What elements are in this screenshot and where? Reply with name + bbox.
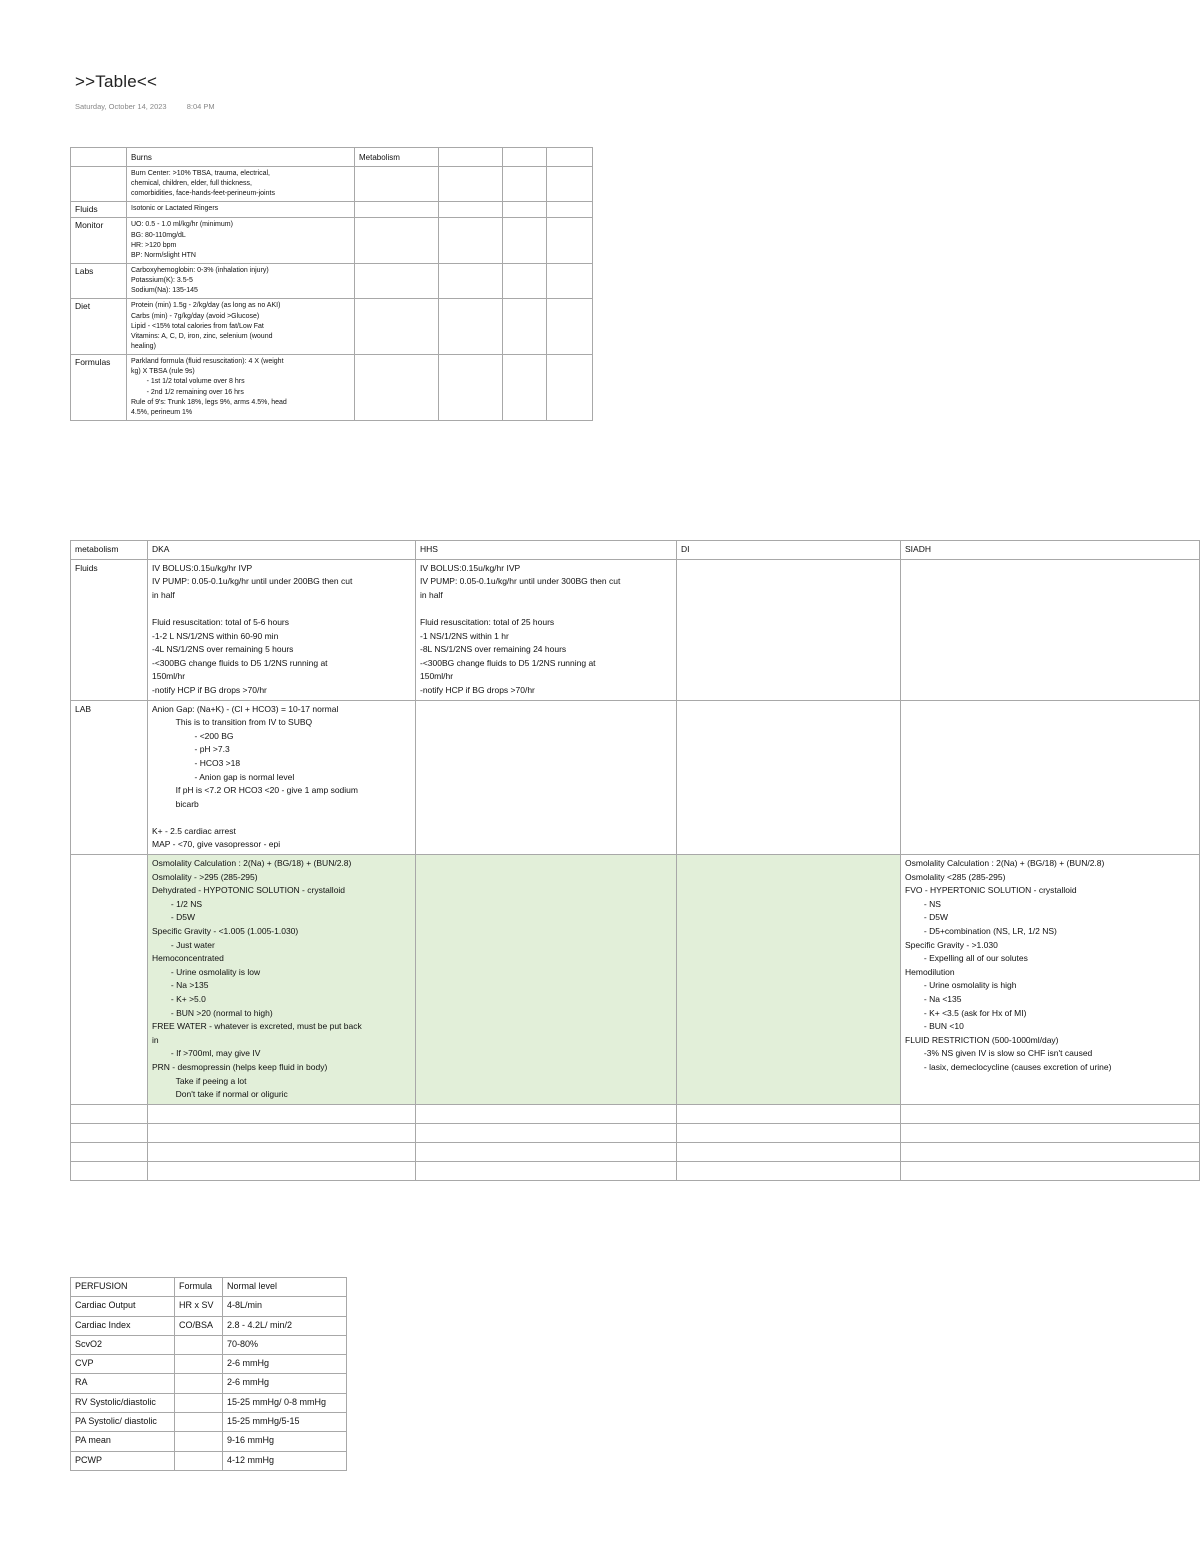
page-timestamp (75, 102, 215, 111)
di-cell (677, 559, 901, 700)
header-cell-perfusion: PERFUSION (71, 1278, 175, 1297)
burns-table (70, 147, 593, 421)
dka-cell: Osmolality Calculation : 2(Na) + (BG/18) + (BUN/2.8) Osmolality - >295 (285-295) Dehydrated - HYPOTONIC SOLUTION - crystalloid - 1/2 NS - D5W Specific Gravity - <1.005 (1.005-1.030) - Just water Hemoconcentrated - Urine osmolality is low - Na >135 - K+ >5.0 - BUN >20 (normal to high) FREE WATER - whatever is excreted, must be put back in - If >700ml, may give IV PRN - desmopressin (helps keep fluid in body) Take if peeing a lot Don't take if normal or oliguric (148, 855, 416, 1105)
table-row: ScvO2 70-80% (71, 1335, 347, 1354)
table-row (71, 202, 593, 218)
row-content: Burn Center: >10% TBSA, trauma, electrical, chemical, children, elder, full thickness, comorbidities, face-hands-feet-perineum-joints (127, 167, 355, 202)
siadh-cell: Osmolality Calculation : 2(Na) + (BG/18) + (BUN/2.8) Osmolality <285 (285-295) FVO - HYPERTONIC SOLUTION - crystalloid - NS - D5W - D5+combination (NS, LR, 1/2 NS) Specific Gravity - >1.030 - Expelling all of our solutes Hemodilution - Urine osmolality is high - Na <135 - K+ <3.5 (ask for Hx of MI) - BUN <10 FLUID RESTRICTION (500-1000ml/day) -3% NS given IV is slow so CHF isn't caused - lasix, demeclocycline (causes excretion of urine) (901, 855, 1200, 1105)
row-label (71, 167, 127, 202)
row-label-formulas: Formulas (71, 355, 127, 421)
header-cell-dka: DKA (148, 541, 416, 560)
row-label-monitor: Monitor (71, 218, 127, 264)
header-cell-hhs: HHS (416, 541, 677, 560)
row-label-lab: LAB (71, 700, 148, 855)
header-cell (439, 148, 503, 167)
table-row-osmolality (71, 855, 1200, 1105)
hhs-cell: IV BOLUS:0.15u/kg/hr IVP IV PUMP: 0.05-0.1u/kg/hr until under 300BG then cut in half Fluid resuscitation: total of 25 hours -1 NS/1/2NS within 1 hr -8L NS/1/2NS over remaining 24 hours -<300BG change fluids to D5 1/2NS running at 150ml/hr -notify HCP if BG drops >70/hr (416, 559, 677, 700)
row-content: UO: 0.5 - 1.0 ml/kg/hr (minimum) BG: 80-110mg/dL HR: >120 bpm BP: Norm/slight HTN (127, 218, 355, 264)
row-content: Protein (min) 1.5g - 2/kg/day (as long as no AKI) Carbs (min) - 7g/kg/day (avoid >Glucose) Lipid - <15% total calories from fat/Low Fat Vitamins: A, C, D, iron, zinc, selenium (wound healing) (127, 299, 355, 355)
dka-cell: IV BOLUS:0.15u/kg/hr IVP IV PUMP: 0.05-0.1u/kg/hr until under 200BG then cut in half Fluid resuscitation: total of 5-6 hours -1-2 L NS/1/2NS within 60-90 min -4L NS/1/2NS over remaining 5 hours -<300BG change fluids to D5 1/2NS running at 150ml/hr -notify HCP if BG drops >70/hr (148, 559, 416, 700)
row-label-fluids: Fluids (71, 559, 148, 700)
empty-row (71, 1104, 1200, 1123)
hhs-cell (416, 700, 677, 855)
dka-cell: Anion Gap: (Na+K) - (Cl + HCO3) = 10-17 normal This is to transition from IV to SUBQ - <200 BG - pH >7.3 - HCO3 >18 - Anion gap is normal level If pH is <7.2 OR HCO3 <20 - give 1 amp sodium bicarb K+ - 2.5 cardiac arrest MAP - <70, give vasopressor - epi (148, 700, 416, 855)
hhs-cell (416, 855, 677, 1105)
table-row (71, 167, 593, 202)
table-row: PA Systolic/ diastolic 15-25 mmHg/5-15 (71, 1413, 347, 1432)
table-row (71, 299, 593, 355)
row-label-fluids: Fluids (71, 202, 127, 218)
table-row-fluids (71, 559, 1200, 700)
di-cell (677, 700, 901, 855)
siadh-cell (901, 700, 1200, 855)
table-row: PA mean 9-16 mmHg (71, 1432, 347, 1451)
table-row-lab (71, 700, 1200, 855)
header-cell-di: DI (677, 541, 901, 560)
table-row: CVP 2-6 mmHg (71, 1355, 347, 1374)
header-cell-siadh: SIADH (901, 541, 1200, 560)
header-cell-burns: Burns (127, 148, 355, 167)
header-cell (71, 148, 127, 167)
header-cell-metabolism: metabolism (71, 541, 148, 560)
metabolism-table (70, 540, 1200, 1181)
table-row (71, 264, 593, 299)
row-content: Parkland formula (fluid resuscitation): 4 X (weight kg) X TBSA (rule 9s) - 1st 1/2 total volume over 8 hrs - 2nd 1/2 remaining over 16 hrs Rule of 9's: Trunk 18%, legs 9%, arms 4.5%, head 4.5%, perineum 1% (127, 355, 355, 421)
header-cell-normal-level: Normal level (223, 1278, 347, 1297)
empty-row (71, 1123, 1200, 1142)
row-content: Isotonic or Lactated Ringers (127, 202, 355, 218)
table-header-row (71, 148, 593, 167)
table-row (71, 218, 593, 264)
table-row: Cardiac Output HR x SV 4-8L/min (71, 1297, 347, 1316)
empty-row (71, 1161, 1200, 1180)
table-row (71, 355, 593, 421)
page-time: 8:04 PM (186, 102, 215, 111)
page-date: Saturday, October 14, 2023 (75, 102, 167, 111)
header-cell-metabolism: Metabolism (355, 148, 439, 167)
table-header-row (71, 541, 1200, 560)
page-title: >>Table<< (75, 72, 158, 91)
row-label-labs: Labs (71, 264, 127, 299)
table-row: Cardiac Index CO/BSA 2.8 - 4.2L/ min/2 (71, 1316, 347, 1335)
header-cell (547, 148, 593, 167)
siadh-cell (901, 559, 1200, 700)
header-cell (503, 148, 547, 167)
row-label-diet: Diet (71, 299, 127, 355)
row-content: Carboxyhemoglobin: 0-3% (inhalation injury) Potassium(K): 3.5-5 Sodium(Na): 135-145 (127, 264, 355, 299)
table-row: PCWP 4-12 mmHg (71, 1451, 347, 1470)
table-header-row (71, 1278, 347, 1297)
header-cell-formula: Formula (175, 1278, 223, 1297)
perfusion-table (70, 1277, 347, 1471)
table-row: RV Systolic/diastolic 15-25 mmHg/ 0-8 mmHg (71, 1393, 347, 1412)
table-row: RA 2-6 mmHg (71, 1374, 347, 1393)
di-cell (677, 855, 901, 1105)
row-label (71, 855, 148, 1105)
empty-row (71, 1142, 1200, 1161)
